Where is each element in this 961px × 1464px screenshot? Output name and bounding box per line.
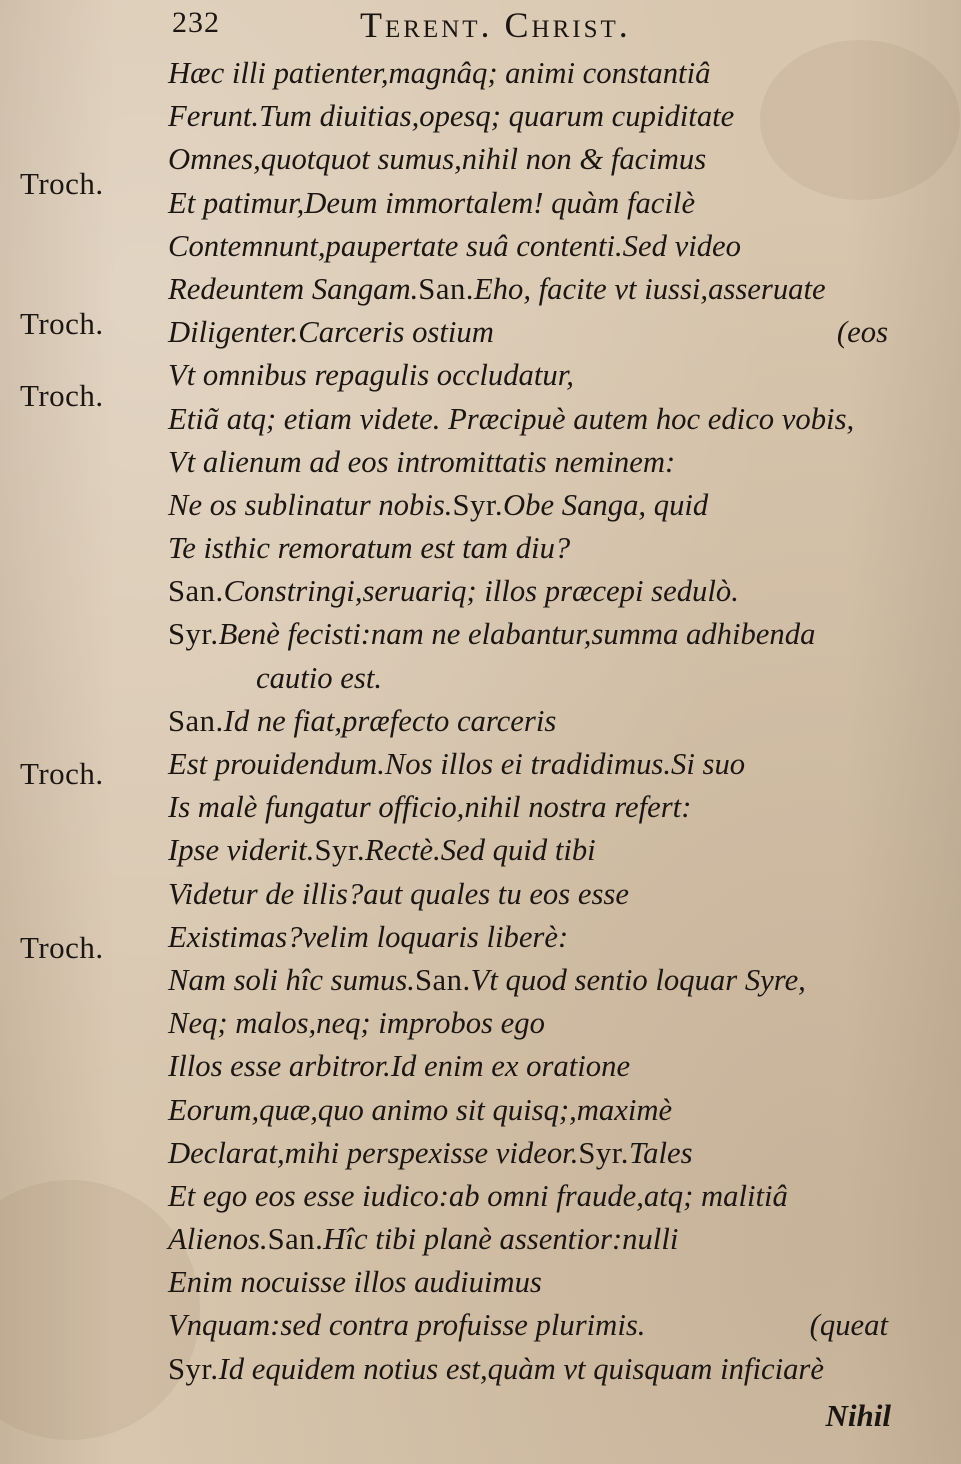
turnover-word: (eos — [836, 315, 888, 350]
page-number: 232 — [172, 6, 220, 39]
verse-text-segment: Nam soli hîc sumus. — [168, 962, 415, 997]
verse-text-segment: Rectè.Sed quid tibi — [365, 833, 596, 868]
verse-line — [168, 182, 928, 225]
verse-line — [168, 95, 928, 138]
speaker-label: San. — [168, 574, 224, 609]
verse-line — [168, 743, 928, 786]
verse-line — [168, 225, 928, 268]
verse-text-segment: Ferunt.Tum diuitias,opesq; quarum cupiditate — [168, 99, 735, 134]
verse-line — [168, 484, 928, 527]
verse-line — [168, 1175, 928, 1218]
verse-text-segment: Vt quod sentio loquar Syre, — [470, 962, 806, 997]
verse-line — [168, 1132, 928, 1175]
verse-line — [168, 1261, 928, 1304]
verse-text-segment: Tales — [628, 1135, 693, 1170]
verse-text-segment: Est prouidendum.Nos illos ei tradidimus.Si suo — [168, 747, 746, 781]
verse-text-segment: Etiã atq; etiam videte. Præcipuè autem hoc edico vobis, — [168, 401, 855, 436]
verse-text-segment: Hæc illi patienter,magnâq; animi constantiâ — [168, 56, 711, 90]
speaker-label: San. — [414, 962, 471, 997]
verse-text-segment: Constringi,seruariq; illos præcepi sedulò. — [223, 574, 739, 609]
verse-text-segment: Vnquam:sed contra profuisse plurimis. — [168, 1308, 646, 1343]
verse-line — [168, 657, 928, 700]
verse-text-segment: Obe Sanga, quid — [503, 487, 709, 522]
margin-note-troch: Troch. — [20, 378, 104, 413]
verse-line — [168, 1089, 928, 1132]
verse-line — [168, 700, 928, 743]
verse-text-segment: Hîc tibi planè assentior:nulli — [323, 1222, 679, 1257]
verse-line — [168, 959, 928, 1002]
verse-text-segment: Id equidem notius est,quàm vt quisquam inficiarè — [218, 1351, 824, 1386]
verse-line — [168, 570, 928, 613]
verse-line — [168, 398, 928, 441]
speaker-label: San. — [418, 271, 474, 306]
running-title: Terent. Christ. — [360, 5, 631, 45]
verse-text-segment: Et ego eos esse iudico:ab omni fraude,atq; malitiâ — [168, 1178, 788, 1213]
verse-text-segment: Declarat,mihi perspexisse videor. — [168, 1135, 579, 1170]
verse-line — [168, 829, 928, 872]
verse-text-segment: Enim nocuisse illos audiuimus — [168, 1265, 542, 1300]
verse-line — [168, 916, 928, 959]
verse-line — [168, 268, 928, 311]
running-head — [0, 4, 961, 48]
verse-text-segment: Omnes,quotquot sumus,nihil non & facimus — [168, 142, 707, 177]
verse-text-segment: Vt omnibus repagulis occludatur, — [168, 358, 574, 393]
verse-line — [168, 354, 928, 397]
margin-note-troch: Troch. — [20, 306, 104, 341]
verse-line — [168, 873, 928, 916]
verse-line — [168, 1002, 928, 1045]
verse-text-segment: cautio est. — [256, 660, 383, 695]
verse-text-segment: Eorum,quæ,quo animo sit quisq;,maximè — [168, 1092, 673, 1127]
speaker-label: Syr. — [452, 487, 504, 522]
verse-text-segment: Vt alienum ad eos intromittatis neminem: — [168, 444, 676, 479]
verse-text-segment: Illos esse arbitror.Id enim ex oratione — [168, 1049, 631, 1084]
verse-line — [168, 52, 928, 95]
verse-text-segment: Id ne fiat,præfecto carceris — [223, 703, 557, 738]
verse-text-segment: Ipse viderit. — [168, 833, 315, 868]
verse-line — [168, 1348, 928, 1391]
verse-text-segment: Diligenter.Carceris ostium — [168, 315, 494, 350]
margin-note-troch: Troch. — [20, 756, 104, 791]
speaker-label: Syr. — [578, 1135, 629, 1170]
verse-text-segment: Alienos. — [168, 1222, 268, 1257]
verse-line — [168, 441, 928, 484]
speaker-label: San. — [168, 703, 224, 738]
verse-line — [168, 786, 928, 829]
verse-text-segment: Et patimur,Deum immortalem! quàm facilè — [168, 185, 696, 220]
speaker-label: San. — [267, 1222, 324, 1257]
verse-line — [168, 138, 928, 181]
turnover-word: (queat — [809, 1308, 888, 1343]
margin-note-troch: Troch. — [20, 166, 104, 201]
verse-text-segment: Redeuntem Sangam. — [168, 271, 419, 306]
verse-line — [168, 1045, 928, 1088]
verse-text-segment: Contemnunt,paupertate suâ contenti.Sed video — [168, 228, 741, 263]
verse-line — [168, 527, 928, 570]
speaker-label: Syr. — [168, 617, 219, 652]
verse-text-segment: Is malè fungatur officio,nihil nostra refert: — [168, 790, 692, 825]
verse-text — [168, 52, 928, 1391]
verse-text-segment: Existimas?velim loquaris liberè: — [168, 919, 569, 954]
verse-text-segment: Eho, facite vt iussi,asseruate — [473, 271, 826, 306]
speaker-label: Syr. — [168, 1351, 219, 1386]
verse-line — [168, 311, 928, 354]
margin-note-troch: Troch. — [20, 930, 104, 965]
verse-text-segment: Videtur de illis?aut quales tu eos esse — [168, 876, 629, 911]
verse-line — [168, 613, 928, 656]
verse-text-segment: Ne os sublinatur nobis. — [168, 487, 453, 522]
catchword: Nihil — [825, 1398, 891, 1433]
verse-line — [168, 1304, 928, 1347]
verse-line — [168, 1218, 928, 1261]
verse-text-segment: Te isthic remoratum est tam diu? — [168, 531, 571, 566]
speaker-label: Syr. — [314, 833, 365, 868]
verse-text-segment: Benè fecisti:nam ne elabantur,summa adhibenda — [218, 617, 816, 652]
verse-text-segment: Neq; malos,neq; improbos ego — [168, 1006, 545, 1041]
